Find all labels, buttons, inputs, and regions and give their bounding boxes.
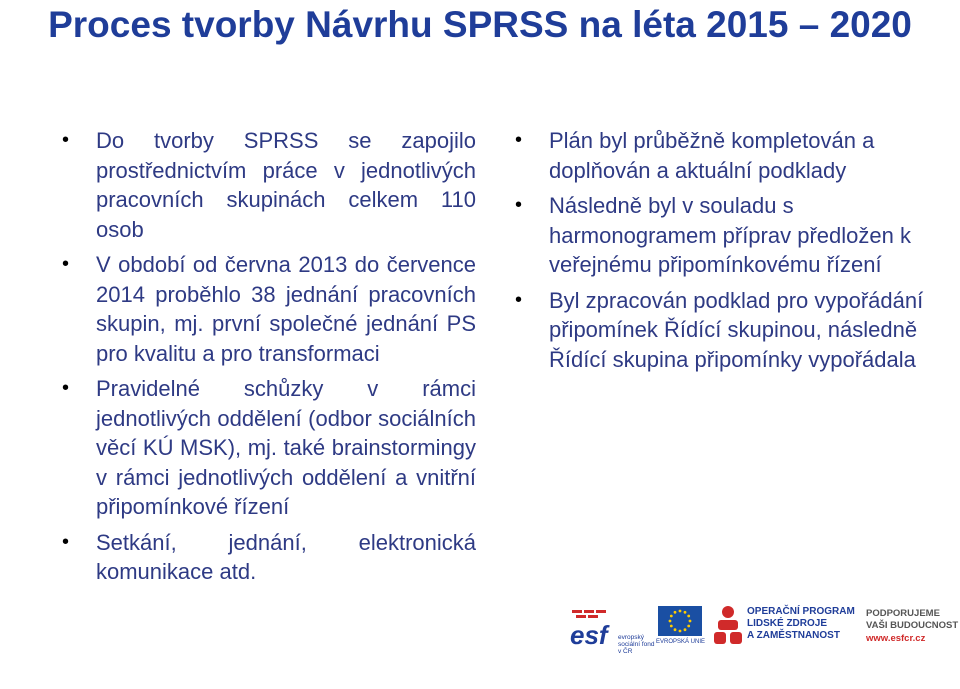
list-item-text: Pravidelné schůzky v rámci jednotlivých oddělení (odbor sociálních věcí KÚ MSK), mj. také brainstormingy v rámci jednotlivých oddělení a vnitřní připomínkové řízení [96, 376, 476, 519]
support-text [866, 608, 960, 632]
list-item [62, 374, 476, 522]
bullet-icon: • [515, 288, 523, 311]
op-line: A ZAMĚSTNANOST [747, 630, 840, 641]
list-item [515, 126, 935, 185]
bullet-icon: • [62, 253, 70, 275]
op-line: LIDSKÉ ZDROJE [747, 618, 828, 629]
list-item-text: Do tvorby SPRSS se zapojilo prostřednictvím práce v jednotlivých pracovních skupinách celkem 110 osob [96, 128, 476, 242]
list-item-text: Byl zpracován podklad pro vypořádání připomínek Řídící skupinou, následně Řídící skupina připomínky vypořádala [549, 287, 924, 372]
bullet-icon: • [62, 530, 70, 553]
support-line: PODPORUJEME [866, 608, 940, 619]
bullet-icon: • [62, 377, 70, 399]
list-item [515, 286, 935, 375]
list-item [515, 191, 935, 280]
left-bullet-list [62, 126, 476, 593]
op-line: OPERAČNÍ PROGRAM [747, 606, 855, 617]
esf-caption: evropský sociální fond v ČR [618, 634, 655, 655]
eu-label: EVROPSKÁ UNIE [656, 639, 706, 645]
support-line: VAŠI BUDOUCNOST [866, 620, 959, 631]
bullet-icon: • [62, 129, 70, 151]
funding-logos [570, 602, 960, 654]
slide-title: Proces tvorby Návrhu SPRSS na léta 2015 – 2020 [48, 4, 912, 45]
esf-url: www.esfcr.cz [866, 633, 926, 644]
list-item-text: Následně byl v souladu s harmonogramem příprav předložen k veřejnému připomínkovému řízení [549, 193, 911, 277]
list-item-text: Plán byl průběžně kompletován a doplňován a aktuální podklady [549, 128, 875, 183]
list-item [62, 250, 476, 368]
list-item-text: Setkání, jednání, elektronická komunikace atd. [96, 529, 476, 584]
op-program-text [747, 606, 867, 642]
eu-flag-icon [658, 606, 702, 636]
list-item-text: V období od června 2013 do července 2014 proběhlo 38 jednání pracovních skupin, mj. první společné jednání PS pro kvalitu a pro transformaci [96, 252, 476, 366]
right-bullet-list [515, 126, 935, 380]
bullet-icon: • [515, 129, 523, 151]
bullet-icon: • [515, 194, 523, 216]
list-item [62, 528, 476, 587]
list-item [62, 126, 476, 244]
svg-text:esf: esf [570, 620, 608, 648]
op-people-icon [712, 604, 744, 646]
esf-logo-icon [570, 608, 616, 648]
